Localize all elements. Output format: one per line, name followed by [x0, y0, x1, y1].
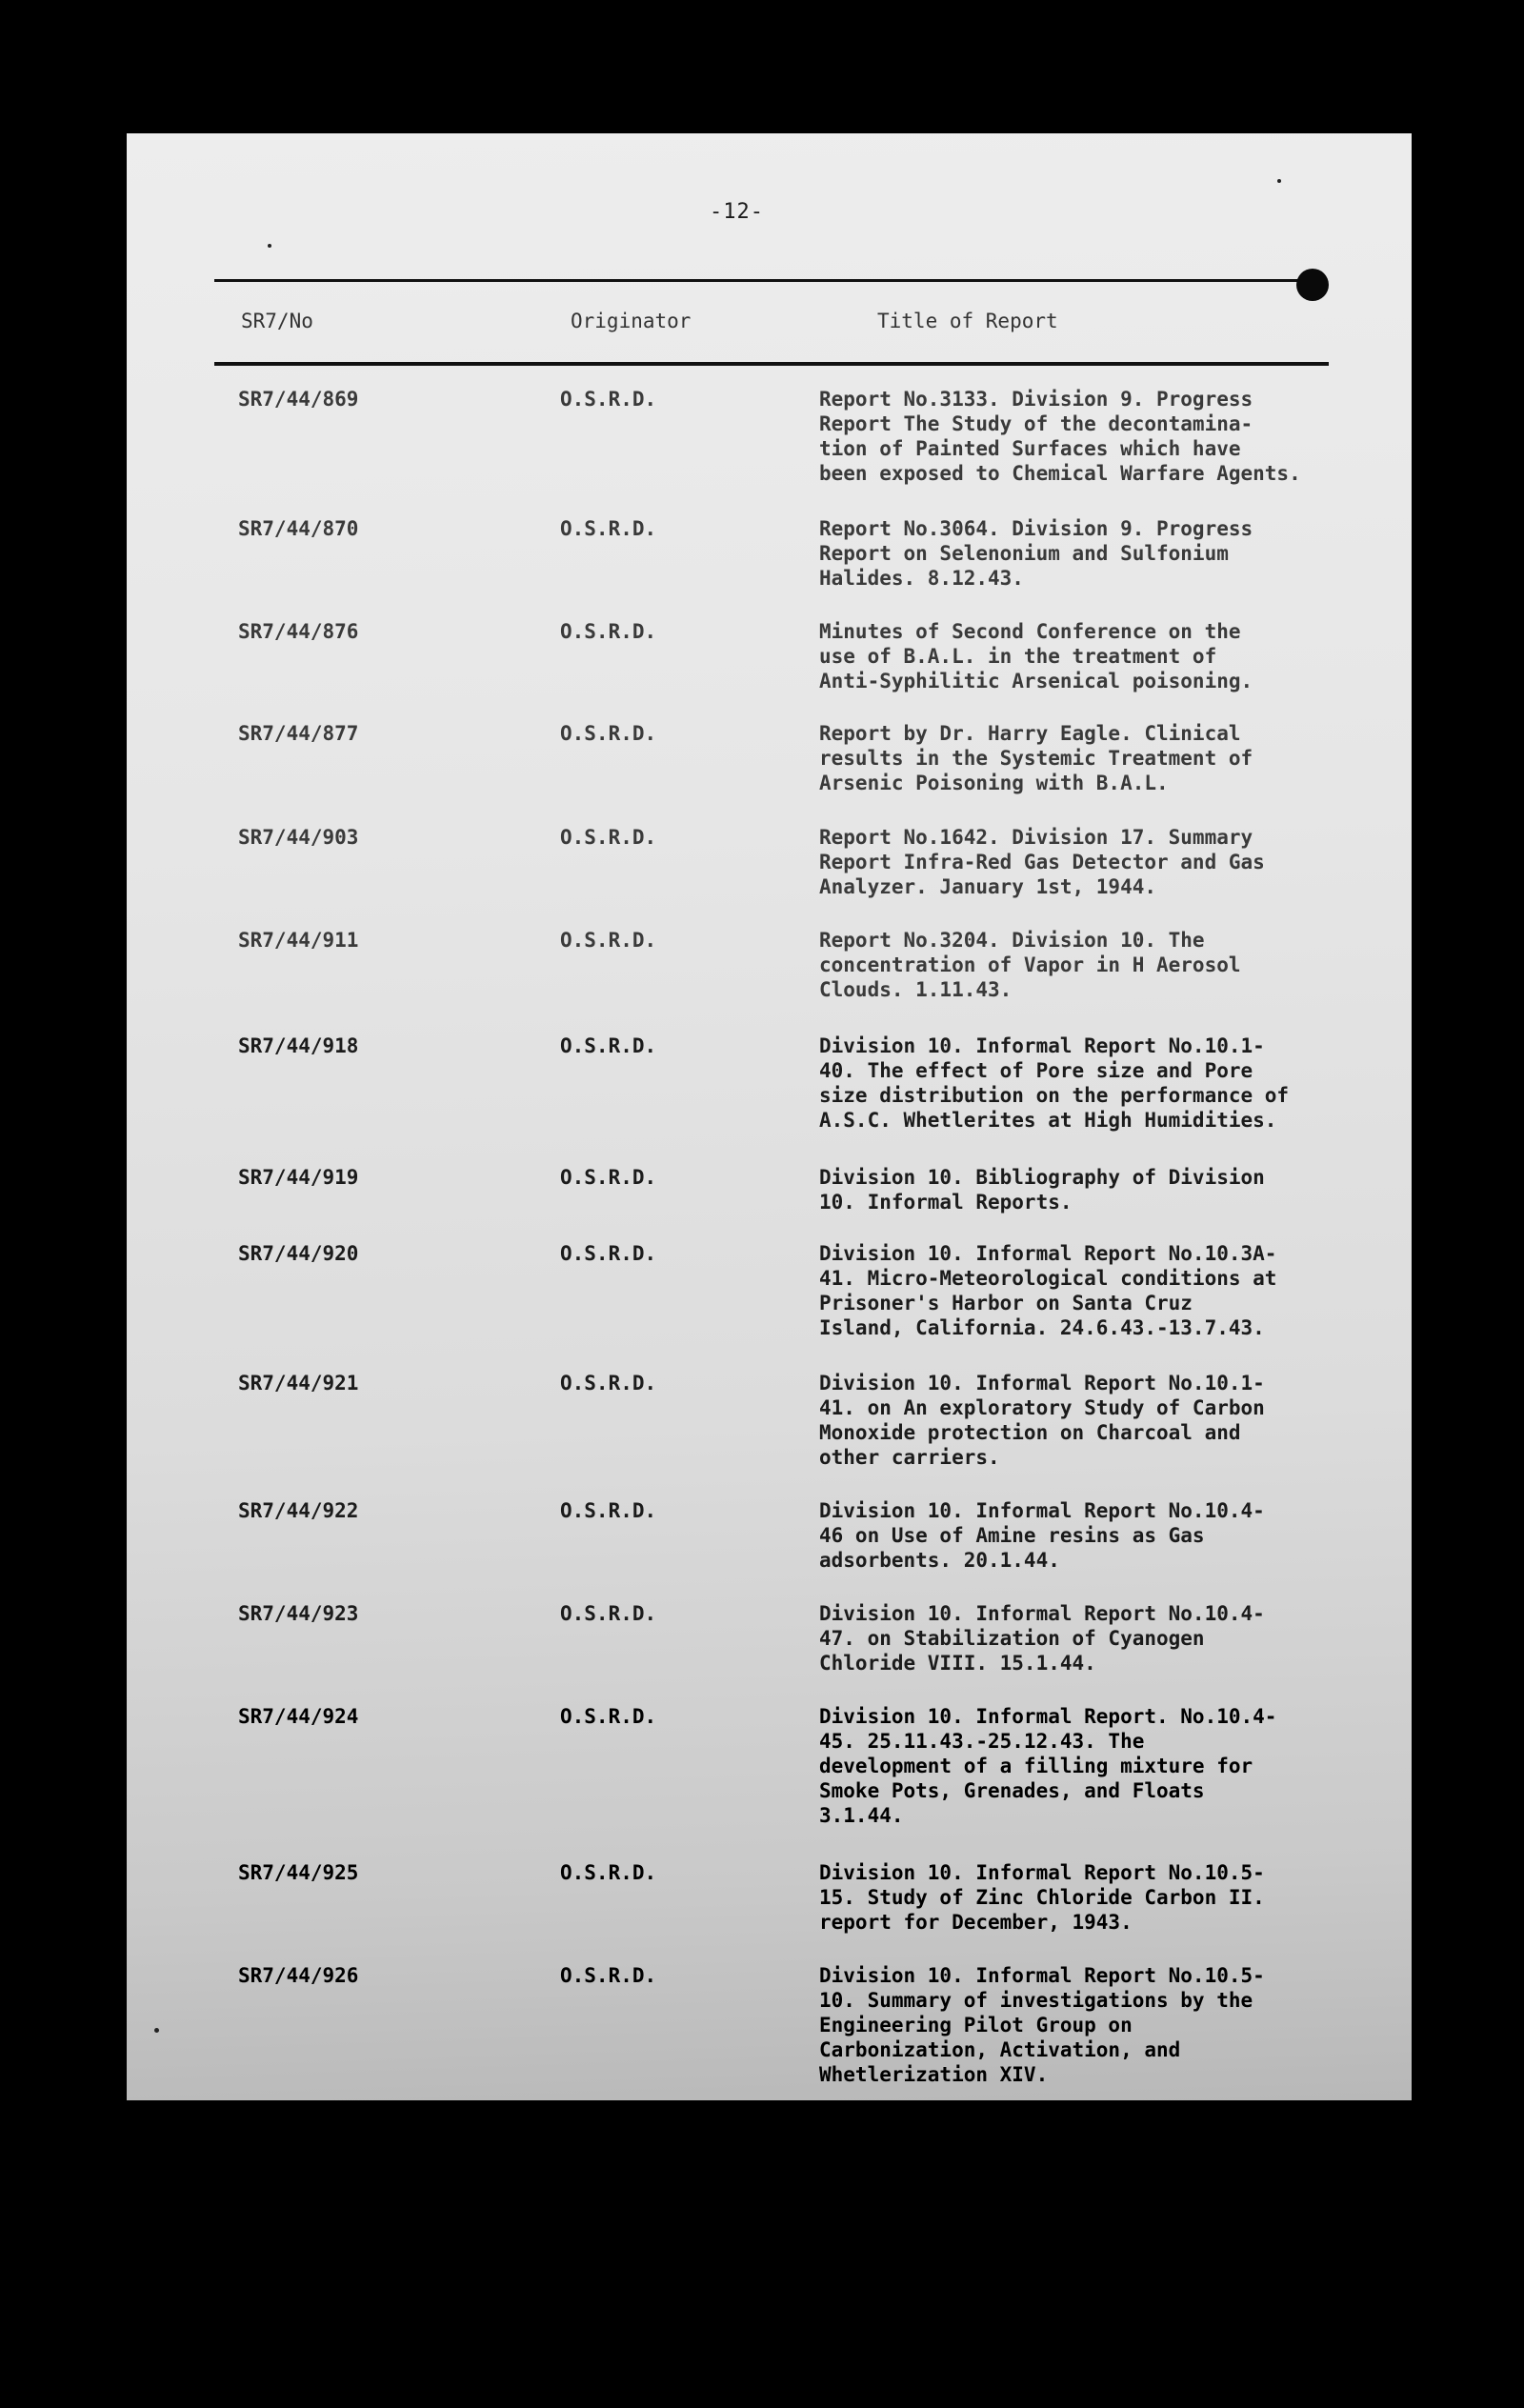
- report-originator: O.S.R.D.: [560, 1602, 657, 1625]
- report-title: Division 10. Informal Report No.10.4- 46 on Use of Amine resins as Gas adsorbents. 20.1.44.: [819, 1499, 1265, 1572]
- report-title: Division 10. Informal Report No.10.1- 41. on An exploratory Study of Carbon Monoxide protection on Charcoal and other carriers.: [819, 1372, 1265, 1469]
- header-rule-bottom: [214, 362, 1329, 366]
- paper-speck: [154, 2028, 159, 2033]
- report-originator: O.S.R.D.: [560, 1964, 657, 1987]
- report-title: Division 10. Informal Report No.10.3A- 41. Micro-Meteorological conditions at Prisoner's Harbor on Santa Cruz Island, California. 24.6.43.-13.7.43.: [819, 1242, 1277, 1339]
- document-page: [127, 133, 1412, 2100]
- report-number: SR7/44/919: [238, 1166, 359, 1189]
- column-header-originator: Originator: [571, 310, 692, 332]
- report-title: Minutes of Second Conference on the use of B.A.L. in the treatment of Anti-Syphilitic Arsenical poisoning.: [819, 620, 1253, 692]
- report-number: SR7/44/921: [238, 1372, 359, 1395]
- report-originator: O.S.R.D.: [560, 1705, 657, 1728]
- report-originator: O.S.R.D.: [560, 1499, 657, 1522]
- report-originator: O.S.R.D.: [560, 826, 657, 849]
- report-title: Division 10. Informal Report No.10.5- 15. Study of Zinc Chloride Carbon II. report for December, 1943.: [819, 1861, 1265, 1934]
- report-originator: O.S.R.D.: [560, 388, 657, 411]
- report-number: SR7/44/923: [238, 1602, 359, 1625]
- report-originator: O.S.R.D.: [560, 1372, 657, 1395]
- report-number: SR7/44/870: [238, 517, 359, 540]
- report-number: SR7/44/920: [238, 1242, 359, 1265]
- report-title: Division 10. Bibliography of Division 10. Informal Reports.: [819, 1166, 1265, 1214]
- report-title: Report by Dr. Harry Eagle. Clinical results in the Systemic Treatment of Arsenic Poisoning with B.A.L.: [819, 722, 1253, 794]
- page-number: -12-: [710, 200, 764, 224]
- report-number: SR7/44/918: [238, 1034, 359, 1057]
- report-title: Division 10. Informal Report No.10.1- 40. The effect of Pore size and Pore size distribution on the performance of A.S.C. Whetlerites at High Humidities.: [819, 1034, 1290, 1132]
- report-title: Division 10. Informal Report No.10.5- 10. Summary of investigations by the Engineering Pilot Group on Carbonization, Activation, and Whetlerization XIV.: [819, 1964, 1265, 2086]
- column-header-title: Title of Report: [877, 310, 1058, 332]
- report-number: SR7/44/925: [238, 1861, 359, 1884]
- report-title: Report No.3064. Division 9. Progress Report on Selenonium and Sulfonium Halides. 8.12.43.: [819, 517, 1253, 590]
- report-originator: O.S.R.D.: [560, 1242, 657, 1265]
- report-number: SR7/44/924: [238, 1705, 359, 1728]
- report-number: SR7/44/869: [238, 388, 359, 411]
- report-title: Division 10. Informal Report No.10.4- 47. on Stabilization of Cyanogen Chloride VIII. 15.1.44.: [819, 1602, 1265, 1675]
- report-number: SR7/44/911: [238, 929, 359, 952]
- punch-hole: [1296, 269, 1329, 301]
- report-number: SR7/44/877: [238, 722, 359, 745]
- report-number: SR7/44/922: [238, 1499, 359, 1522]
- report-title: Report No.3133. Division 9. Progress Report The Study of the decontamina- tion of Painted Surfaces which have been exposed to Chemical Warfare Agents.: [819, 388, 1301, 485]
- report-originator: O.S.R.D.: [560, 1166, 657, 1189]
- report-originator: O.S.R.D.: [560, 722, 657, 745]
- report-originator: O.S.R.D.: [560, 1861, 657, 1884]
- report-originator: O.S.R.D.: [560, 929, 657, 952]
- header-rule-top: [214, 279, 1302, 282]
- report-number: SR7/44/926: [238, 1964, 359, 1987]
- report-title: Report No.1642. Division 17. Summary Report Infra-Red Gas Detector and Gas Analyzer. January 1st, 1944.: [819, 826, 1265, 898]
- report-originator: O.S.R.D.: [560, 620, 657, 643]
- report-originator: O.S.R.D.: [560, 1034, 657, 1057]
- report-title: Report No.3204. Division 10. The concentration of Vapor in H Aerosol Clouds. 1.11.43.: [819, 929, 1241, 1001]
- column-header-number: SR7/No: [241, 310, 313, 332]
- paper-speck: [268, 244, 271, 248]
- report-number: SR7/44/903: [238, 826, 359, 849]
- report-originator: O.S.R.D.: [560, 517, 657, 540]
- paper-speck: [1277, 179, 1281, 183]
- report-title: Division 10. Informal Report. No.10.4- 45. 25.11.43.-25.12.43. The development of a filling mixture for Smoke Pots, Grenades, and Floats 3.1.44.: [819, 1705, 1277, 1827]
- report-number: SR7/44/876: [238, 620, 359, 643]
